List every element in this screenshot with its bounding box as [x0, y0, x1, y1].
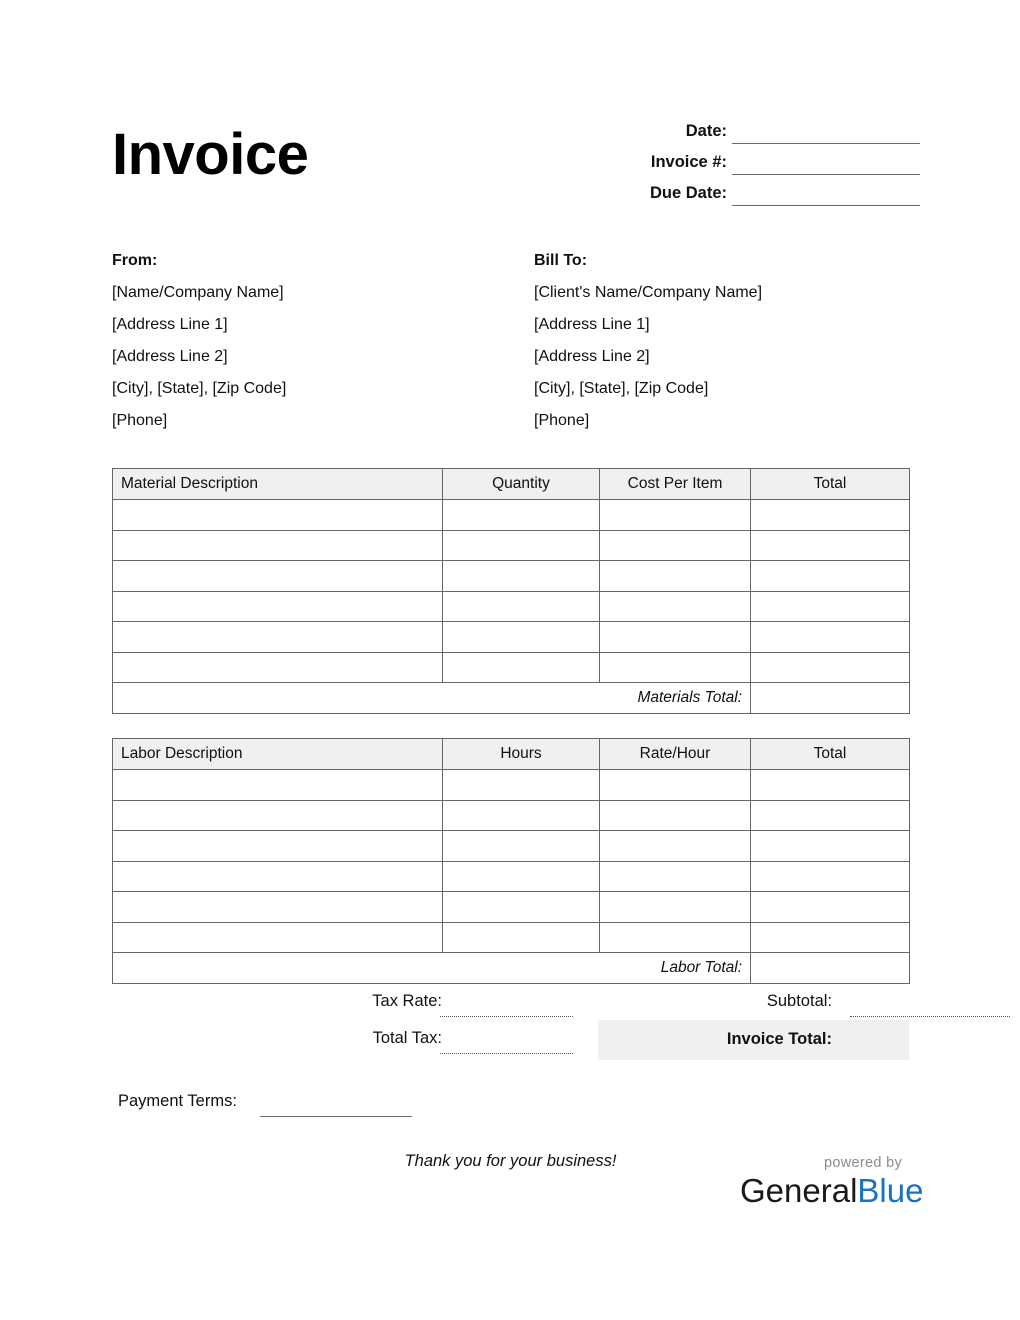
table-row	[113, 922, 910, 953]
labor-table	[112, 738, 910, 984]
date-field-row	[622, 120, 922, 151]
materials-header-total: Total	[751, 469, 910, 500]
table-row	[113, 892, 910, 923]
labor-cell-description[interactable]	[113, 800, 443, 831]
brand-logo	[740, 1155, 924, 1210]
total-tax-label: Total Tax:	[372, 1029, 442, 1047]
labor-table-header-row	[113, 739, 910, 770]
invoice-meta-fields	[622, 120, 922, 213]
due-date-label: Due Date:	[649, 184, 727, 202]
materials-cell-cost[interactable]	[600, 652, 751, 683]
table-row	[113, 770, 910, 801]
bill-to-line: [Phone]	[534, 412, 590, 429]
materials-header-quantity: Quantity	[443, 469, 600, 500]
labor-header-rate-per-hour: Rate/Hour	[600, 739, 751, 770]
invoice-number-input-line[interactable]	[732, 174, 920, 175]
table-row	[113, 831, 910, 862]
labor-cell-description[interactable]	[113, 831, 443, 862]
labor-cell-rate[interactable]	[600, 800, 751, 831]
labor-cell-total[interactable]	[751, 861, 910, 892]
labor-total-label: Labor Total:	[113, 953, 751, 984]
materials-cell-quantity[interactable]	[443, 561, 600, 592]
labor-header-total: Total	[751, 739, 910, 770]
materials-cell-description[interactable]	[113, 622, 443, 653]
materials-header-cost-per-item: Cost Per Item	[600, 469, 751, 500]
materials-cell-quantity[interactable]	[443, 500, 600, 531]
materials-table	[112, 468, 910, 714]
table-row	[113, 591, 910, 622]
labor-header-description: Labor Description	[113, 739, 443, 770]
invoice-number-label: Invoice #:	[650, 153, 727, 171]
labor-cell-hours[interactable]	[443, 770, 600, 801]
labor-header-hours: Hours	[443, 739, 600, 770]
table-row	[113, 652, 910, 683]
materials-header-description: Material Description	[113, 469, 443, 500]
materials-cell-cost[interactable]	[600, 530, 751, 561]
bill-to-block	[534, 252, 934, 444]
logo-text-blue: Blue	[857, 1172, 924, 1210]
from-block	[112, 252, 512, 444]
invoice-total-label: Invoice Total:	[726, 1030, 832, 1048]
generalblue-logo	[740, 1172, 924, 1210]
labor-cell-rate[interactable]	[600, 892, 751, 923]
tax-rate-input-line[interactable]	[440, 1016, 573, 1017]
totals-section	[112, 988, 909, 1066]
labor-total-value[interactable]	[751, 953, 910, 984]
labor-total-row	[113, 953, 910, 984]
payment-terms-section	[112, 1090, 532, 1120]
payment-terms-label: Payment Terms:	[118, 1092, 237, 1110]
materials-cell-description[interactable]	[113, 561, 443, 592]
subtotal-label: Subtotal:	[766, 992, 832, 1010]
labor-cell-description[interactable]	[113, 861, 443, 892]
materials-cell-quantity[interactable]	[443, 591, 600, 622]
labor-cell-rate[interactable]	[600, 831, 751, 862]
table-row	[113, 500, 910, 531]
table-row	[113, 622, 910, 653]
labor-cell-total[interactable]	[751, 770, 910, 801]
labor-cell-hours[interactable]	[443, 861, 600, 892]
due-date-field-row	[622, 182, 922, 213]
from-line: [Address Line 2]	[112, 348, 228, 365]
materials-cell-quantity[interactable]	[443, 622, 600, 653]
from-line: [Address Line 1]	[112, 316, 228, 333]
from-line: [Phone]	[112, 412, 168, 429]
materials-cell-total[interactable]	[751, 652, 910, 683]
labor-cell-total[interactable]	[751, 922, 910, 953]
labor-cell-hours[interactable]	[443, 831, 600, 862]
logo-text-general: General	[740, 1172, 858, 1210]
powered-by-label: powered by	[824, 1155, 902, 1171]
materials-cell-total[interactable]	[751, 561, 910, 592]
labor-cell-description[interactable]	[113, 770, 443, 801]
from-line: [Name/Company Name]	[112, 284, 284, 301]
materials-cell-total[interactable]	[751, 500, 910, 531]
materials-cell-total[interactable]	[751, 622, 910, 653]
materials-total-label: Materials Total:	[113, 683, 751, 714]
materials-cell-quantity[interactable]	[443, 652, 600, 683]
bill-to-line: [Address Line 2]	[534, 348, 650, 365]
invoice-header	[112, 120, 912, 235]
subtotal-input-line[interactable]	[850, 1016, 1010, 1017]
labor-cell-rate[interactable]	[600, 770, 751, 801]
bill-to-title: Bill To:	[534, 252, 588, 269]
materials-cell-total[interactable]	[751, 530, 910, 561]
materials-cell-cost[interactable]	[600, 591, 751, 622]
labor-cell-description[interactable]	[113, 892, 443, 923]
table-row	[113, 861, 910, 892]
total-tax-input-line[interactable]	[440, 1053, 573, 1054]
labor-cell-rate[interactable]	[600, 861, 751, 892]
labor-cell-total[interactable]	[751, 892, 910, 923]
materials-cell-description[interactable]	[113, 591, 443, 622]
tax-rate-label: Tax Rate:	[372, 992, 442, 1010]
due-date-input-line[interactable]	[732, 205, 920, 206]
materials-cell-cost[interactable]	[600, 561, 751, 592]
materials-table-header-row	[113, 469, 910, 500]
materials-cell-quantity[interactable]	[443, 530, 600, 561]
labor-cell-rate[interactable]	[600, 922, 751, 953]
page-title: Invoice	[112, 122, 309, 187]
materials-total-row	[113, 683, 910, 714]
materials-cell-description[interactable]	[113, 652, 443, 683]
from-line: [City], [State], [Zip Code]	[112, 380, 287, 397]
labor-cell-hours[interactable]	[443, 922, 600, 953]
table-row	[113, 800, 910, 831]
thank-you-message: Thank you for your business!	[404, 1152, 617, 1170]
materials-cell-cost[interactable]	[600, 500, 751, 531]
from-title: From:	[112, 252, 158, 269]
table-row	[113, 530, 910, 561]
materials-total-value[interactable]	[751, 683, 910, 714]
table-row	[113, 561, 910, 592]
bill-to-line: [City], [State], [Zip Code]	[534, 380, 709, 397]
materials-cell-total[interactable]	[751, 591, 910, 622]
bill-to-line: [Address Line 1]	[534, 316, 650, 333]
labor-cell-description[interactable]	[113, 922, 443, 953]
materials-cell-description[interactable]	[113, 500, 443, 531]
labor-cell-total[interactable]	[751, 800, 910, 831]
payment-terms-input-line[interactable]	[260, 1116, 412, 1117]
date-input-line[interactable]	[732, 143, 920, 144]
labor-cell-total[interactable]	[751, 831, 910, 862]
labor-cell-hours[interactable]	[443, 892, 600, 923]
date-label: Date:	[685, 122, 727, 140]
materials-cell-cost[interactable]	[600, 622, 751, 653]
materials-cell-description[interactable]	[113, 530, 443, 561]
bill-to-line: [Client's Name/Company Name]	[534, 284, 763, 301]
labor-cell-hours[interactable]	[443, 800, 600, 831]
invoice-number-field-row	[622, 151, 922, 182]
